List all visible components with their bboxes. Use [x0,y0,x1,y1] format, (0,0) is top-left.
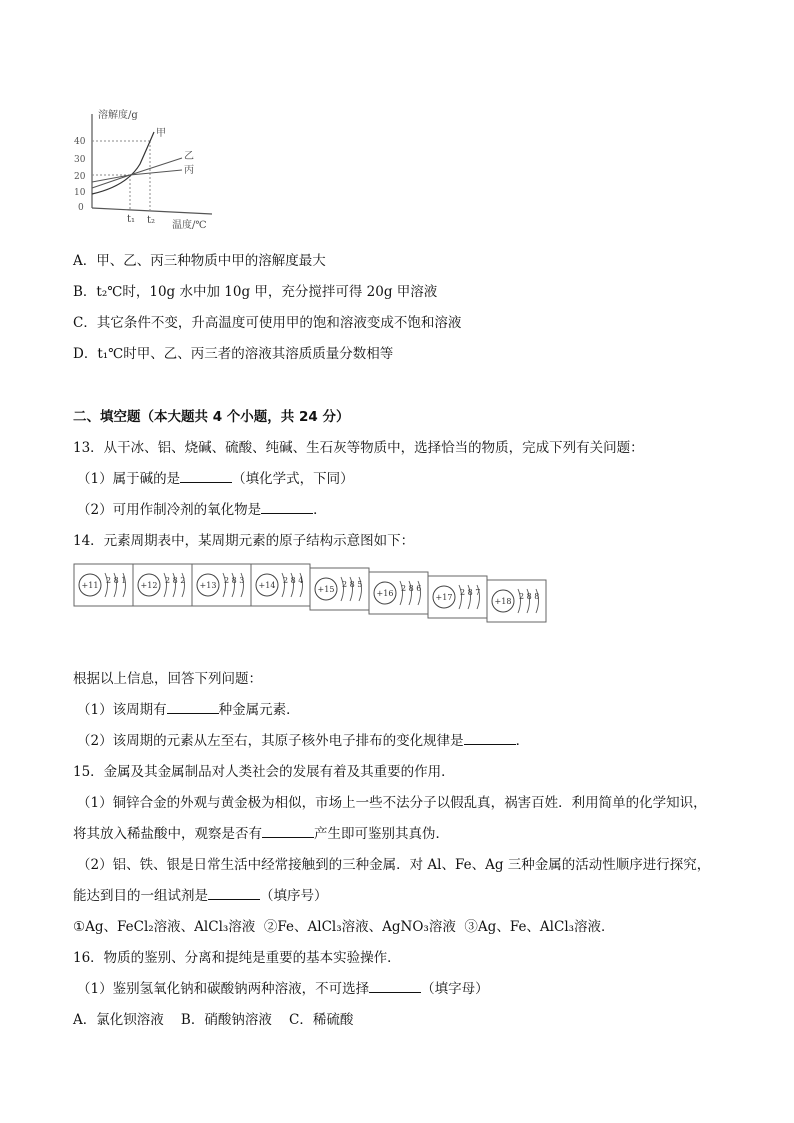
q13-p2-end: ． [313,502,327,518]
atom-8 [487,580,546,622]
ytick-0: 0 [78,203,84,213]
q13-part1 [77,467,354,487]
q14-intro: 根据以上信息，回答下列问题： [73,671,262,687]
xtick-t1: t₁ [127,214,136,225]
q14-part1 [77,698,300,718]
atom-2 [133,564,192,606]
nucleus-charge: +16 [376,589,394,598]
q15-p1-line2 [73,822,449,842]
q12-option-b: B．t₂℃时，10g 水中加 10g 甲，充分搅拌可得 20g 甲溶液 [73,284,438,300]
q16-p1-note: （填字母） [421,981,489,997]
q15-p1-end: 产生即可鉴别其真伪． [314,826,449,842]
ytick-20: 20 [74,172,86,182]
q15-p2-line1: （2）铝、铁、银是日常生活中经常接触到的三种金属．对 Al、Fe、Ag 三种金属的活动性顺序进行探究， [77,857,711,873]
electron-counts: 2 8 4 [283,576,304,585]
answer-blank[interactable] [180,470,232,483]
curve-bing [92,170,182,182]
answer-blank[interactable] [464,732,516,745]
nucleus-charge: +17 [435,593,453,602]
electron-counts: 2 8 8 [519,592,540,601]
ytick-30: 30 [74,155,86,165]
electron-counts: 2 8 2 [165,576,186,585]
answer-blank[interactable] [262,825,314,838]
q13-part2 [77,498,327,518]
q15-p2-note: （填序号） [260,888,328,904]
atom-1 [74,564,133,606]
label-yi: 乙 [184,151,194,162]
q13-p2-text: （2）可用作制冷剂的氧化物是 [77,502,262,518]
atom-5 [310,568,369,610]
q13-p1-text: （1）属于碱的是 [77,471,181,487]
q14-part2 [77,729,529,749]
atom-3 [192,564,251,606]
answer-blank[interactable] [208,887,260,900]
q15-p1-line1: （1）铜锌合金的外观与黄金极为相似，市场上一些不法分子以假乱真，祸害百姓．利用简单的化学知识， [77,795,707,811]
ytick-10: 10 [74,188,86,198]
nucleus-charge: +14 [258,581,276,590]
q15-options [73,915,615,935]
electron-counts: 2 8 5 [342,580,363,589]
q15-option-2: ②Fe、AlCl₃溶液、AgNO₃溶液 [263,919,456,935]
q14-stem: 14．元素周期表中，某周期元素的原子结构示意图如下： [73,533,415,549]
q15-option-3: ③Ag、Fe、AlCl₃溶液． [464,919,615,935]
q15-p2-text: 能达到目的一组试剂是 [73,888,208,904]
q14-p2-end: ． [515,733,530,749]
solubility-graph [72,104,217,234]
q14-p2-text: （2）该周期的元素从左至右，其原子核外电子排布的变化规律是 [77,733,464,749]
q14-p1-end: 种金属元素． [218,702,300,718]
q15-stem: 15．金属及其金属制品对人类社会的发展有着及其重要的作用． [73,764,455,780]
q12-option-a: A．甲、乙、丙三种物质中甲的溶解度最大 [73,253,326,269]
nucleus-charge: +11 [81,581,99,590]
q15-option-1: ①Ag、FeCl₂溶液、AlCl₃溶液 [73,919,256,935]
q16-stem: 16．物质的鉴别、分离和提纯是重要的基本实验操作． [73,950,401,966]
atom-structure-diagram [72,558,562,648]
electron-counts: 2 8 1 [106,576,127,585]
atom-list [74,564,546,622]
q13-stem: 13．从干冰、铝、烧碱、硫酸、纯碱、生石灰等物质中，选择恰当的物质，完成下列有关问题： [73,440,644,456]
q16-options: A．氯化钡溶液 B．硝酸钠溶液 C．稀硫酸 [73,1012,354,1028]
atom-4 [251,564,310,606]
ytick-40: 40 [74,137,86,147]
q16-p1-text: （1）鉴别氢氧化钠和碳酸钠两种溶液，不可选择 [77,981,370,997]
section-title: 二、填空题（本大题共 4 个小题，共 24 分） [73,409,350,425]
label-jia: 甲 [156,128,166,139]
q14-p1-text: （1）该周期有 [77,702,167,718]
graph-ylabel: 溶解度/g [98,110,138,121]
graph-xlabel: 温度/℃ [172,220,207,231]
nucleus-charge: +12 [140,581,158,590]
answer-blank[interactable] [167,701,219,714]
nucleus-charge: +15 [317,585,335,594]
q12-option-c: C．其它条件不变，升高温度可使用甲的饱和溶液变成不饱和溶液 [73,315,462,331]
answer-blank[interactable] [261,501,313,514]
curve-yi [92,158,182,188]
xtick-t2: t₂ [147,215,156,226]
q15-p1-text: 将其放入稀盐酸中，观察是否有 [73,826,262,842]
q12-option-d: D．t₁℃时甲、乙、丙三者的溶液其溶质质量分数相等 [73,346,394,362]
q16-part1 [77,977,489,997]
x-axis [92,208,212,214]
answer-blank[interactable] [369,980,421,993]
label-bing: 丙 [184,165,194,176]
nucleus-charge: +13 [199,581,217,590]
electron-counts: 2 8 7 [460,588,481,597]
nucleus-charge: +18 [494,597,512,606]
electron-counts: 2 8 3 [224,576,245,585]
electron-counts: 2 8 6 [401,584,422,593]
q13-p1-note: （填化学式，下同） [232,471,354,487]
atom-7 [428,576,487,618]
q15-p2-line2 [73,884,328,904]
atom-6 [369,572,428,614]
